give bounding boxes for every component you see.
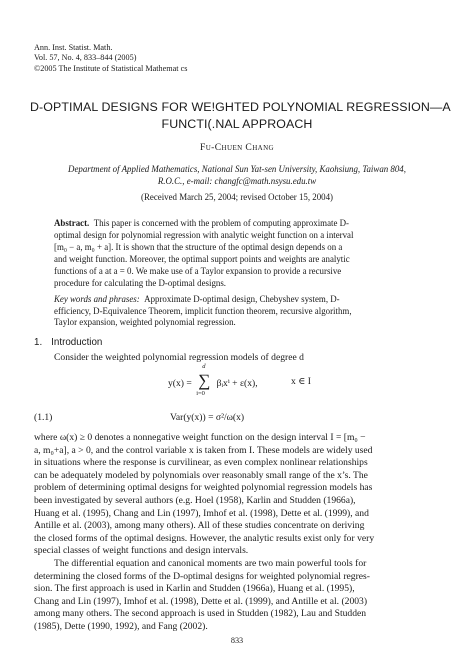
equation-number: (1.1) [34,412,53,423]
section-number: 1. [34,337,43,348]
page-number: 833 [230,636,244,645]
equation-condition: x ∈ I [291,376,311,387]
abstract-line: functions of a at a = 0. We make use of a Taylor expansion to provide a recursive [54,266,342,276]
abstract [54,217,420,289]
body-line: Antille et al. (2003), among many others). All of these studies concentrate on deriving [34,520,365,532]
body-line: in situations where the response is curvilinear, as even complex nonlinear relationships [34,457,368,469]
journal-name: Ann. Inst. Statist. Math. [34,43,113,52]
body-line: (1985), Dette (1990, 1992), and Fang (2002). [34,620,208,632]
body-line: determining the closed forms of the D-optimal designs for weighted polynomial regres- [34,570,370,582]
abstract-line: optimal design for polynomial regression with analytic weight function on a interval [54,230,354,240]
section-title: Introduction [51,337,103,348]
body-line: can be adequately modeled by polynomials over reasonably small range of the x’s. The [34,469,368,481]
received-dates: (Received March 25, 2004; revised October 15, 2004) [141,192,333,202]
body-line: Huang et al. (1995), Chang and Lin (1997), Imhof et al. (1998), Dette et al. (1999), and [34,507,369,519]
affiliation-line-1: Department of Applied Mathematics, National Sun Yat-sen University, Kaohsiung, Taiwan 804, [68,164,406,174]
body-line: problem of determining optimal designs for weighted polynomial regression models has [34,482,373,494]
keywords-line [54,294,420,306]
body-line: where ω(x) ≥ 0 denotes a nonnegative weight function on the design interval I = [m₀ − [34,432,366,443]
abstract-line: procedure for calculating the D-optimal designs. [54,278,227,288]
body-line: The differential equation and canonical moments are two main powerful tools for [54,557,367,569]
intro-sentence: Consider the weighted polynomial regression models of degree d [54,352,304,363]
body-line: the closed forms of the optimal designs. However, the analytic results exist only for very [34,532,375,544]
author-name: Fu-Chuen Chang [199,142,275,153]
body-line: been investigated by several authors (e.g. Hoel (1958), Karlin and Studden (1966a), [34,494,356,506]
summation-symbol [195,363,213,397]
equation-rhs: βᵢxⁱ + ε(x), [216,378,258,389]
keywords-text: Approximate D-optimal design, Chebyshev system, D- [144,294,340,304]
sum-lower-limit: i=0 [196,390,205,397]
abstract-line [54,217,420,229]
abstract-label: Abstract. [54,218,90,228]
abstract-line: [m₀ − a, m₀ + a]. It is shown that the structure of the optimal design depends on a [54,242,343,252]
body-line: sion. The first approach is used in Karlin and Studden (1966a), Huang et al. (1995), [34,583,355,595]
abstract-text: This paper is concerned with the problem of computing approximate D- [93,218,350,228]
keywords-line: Taylor expansion, weighted polynomial regression. [54,317,236,328]
body-line: Chang and Lin (1997), Imhof et al. (1998), Dette et al. (1999), and Antille et al. (2003) [34,595,368,607]
journal-copyright: ©2005 The Institute of Statistical Mathemat cs [34,63,188,73]
keywords-line: efficiency, D-Equivalence Theorem, implicit function theorem, recursive algorithm, [54,305,352,316]
keywords [54,294,420,329]
equation-model [168,363,311,397]
affiliation-line-2: R.O.C., e-mail: changfc@math.nsysu.edu.tw [157,176,317,186]
body-line: a, m₀+a], a > 0, and the control variable x is taken from I. These models are widely used [34,444,373,456]
keywords-label: Key words and phrases: [54,294,140,304]
equation-variance: Var(y(x)) = σ²/ω(x) [170,412,245,423]
journal-header [34,43,187,74]
sigma-glyph: ∑ [198,371,211,390]
section-heading [34,337,111,348]
title-line-1: D-OPTIMAL DESIGNS FOR WE!GHTED POLYNOMIAL REGRESSION—A [30,100,451,114]
abstract-line: and weight function. Moreover, the optimal support points and weights are analytic [54,254,350,264]
paper-title [30,99,451,133]
body-text [34,432,440,634]
sum-upper-limit: d [202,363,206,370]
body-line: special classes of weight functions and design intervals. [34,545,249,557]
equation-lhs: y(x) = [168,378,192,389]
body-line: among many others. The second approach is used in Studden (1982), Lau and Studden [34,608,367,620]
affiliation [34,163,440,187]
journal-volume: Vol. 57, No. 4, 833–844 (2005) [34,53,137,63]
title-line-2: FUNCTI(.NAL APPROACH [161,117,313,131]
